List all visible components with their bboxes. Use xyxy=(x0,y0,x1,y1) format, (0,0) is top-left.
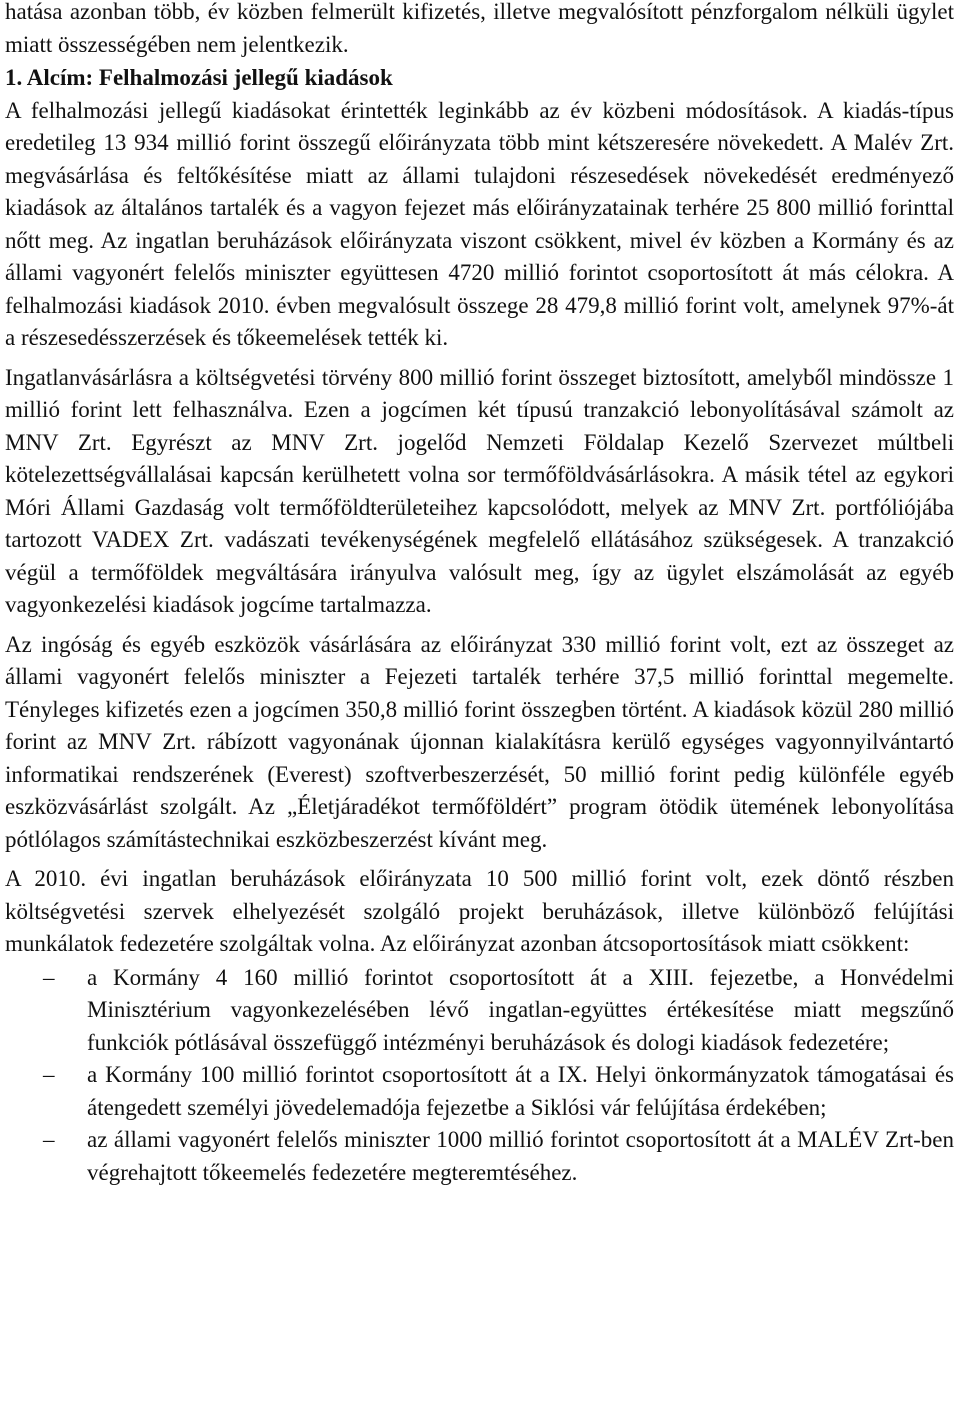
dash-bullet-icon: – xyxy=(43,1062,55,1087)
paragraph-capital-expenditures: A felhalmozási jellegű kiadásokat érintették leginkább az év közbeni módosítások. A kiadás-típus eredetileg 13 934 millió forint összegű előirányzata több mint kétszeresére növekedett. A Malév Zrt. megvásárlása és feltőkésítése miatt az állami tulajdoni részesedések növekedését eredményező kiadások az általános tartalék és a vagyon fejezet más előirányzatainak terhére 25 800 millió forinttal nőtt meg. Az ingatlan beruházások előirányzata viszont csökkent, mivel év közben a Kormány és az állami vagyonért felelős miniszter együttesen 4720 millió forintot csoportosított át más célokra. A felhalmozási kiadások 2010. évben megvalósult összege 28 479,8 millió forint volt, amelynek 97%-át a részesedésszerzések és tőkeemelések tették ki. xyxy=(5,97,954,350)
dash-bullet-icon: – xyxy=(43,964,55,990)
reallocation-list xyxy=(5,962,954,1190)
intro-paragraph: hatása azonban több, év közben felmerült kifizetés, illetve megvalósított pénzforgalom nélküli ügylet miatt összességében nem jelentkezik. xyxy=(5,0,954,57)
list-item xyxy=(5,962,954,1060)
paragraph-movable-assets: Az ingóság és egyéb eszközök vásárlására az előirányzat 330 millió forint volt, ezt az összeget az állami vagyonért felelős miniszter a Fejezeti tartalék terhére 37,5 millió forinttal megemelte. Tényleges kifizetés ezen a jogcímen 350,8 millió forint összegben történt. A kiadások közül 280 millió forint az MNV Zrt. rábízott vagyonának újonnan kialakításra kerülő egységes vagyonnyilvántartó informatikai rendszerének (Everest) szoftverbeszerzését, 50 millió forint pedig különféle egyéb eszközvásárlást szolgált. Az „Életjáradékot termőföldért” program ötödik ütemének lebonyolítása pótlólagos számítástechnikai eszközbeszerzést kívánt meg. xyxy=(5,631,954,852)
list-item-text: a Kormány 100 millió forintot csoportosított át a IX. Helyi önkormányzatok támogatásai és átengedett személyi jövedelemadója fejezetbe a Siklósi vár felújítása érdekében; xyxy=(87,1062,954,1120)
list-item xyxy=(5,1124,954,1189)
paragraph-real-estate-investments: A 2010. évi ingatlan beruházások előirányzata 10 500 millió forint volt, ezek döntő részben költségvetési szervek elhelyezését szolgáló projekt beruházások, illetve különböző felújítási munkálatok fedezetére szolgáltak volna. Az előirányzat azonban átcsoportosítások miatt csökkent: xyxy=(5,866,954,956)
list-item-text: a Kormány 4 160 millió forintot csoportosított át a XIII. fejezetbe, a Honvédelmi Minisztérium vagyonkezelésében lévő ingatlan-együttes értékesítése miatt megszűnő funkciók pótlásával összefüggő intézményi beruházások és dologi kiadások fedezetére; xyxy=(87,964,954,1055)
paragraph-real-estate-purchase: Ingatlanvásárlásra a költségvetési törvény 800 millió forint összeget biztosított, amelyből mindössze 1 millió forint lett felhasználva. Ezen a jogcímen két típusú tranzakció lebonyolításával számolt az MNV Zrt. Egyrészt az MNV Zrt. jogelőd Nemzeti Földalap Kezelő Szervezet múltbeli kötelezettségvállalásai kapcsán kerülhetett volna sor termőföldvásárlásokra. A másik tétel az egykori Móri Állami Gazdaság volt termőföldterületeihez kapcsolódott, melyek az MNV Zrt. portfóliójába tartozott VADEX Zrt. vadászati tevékenységének megfelelő ellátásához szükségesek. A tranzakció végül a termőföldek megváltására irányulva valósult meg, így az ügylet elszámolását az egyéb vagyonkezelési kiadások jogcíme tartalmazza. xyxy=(5,364,954,617)
section-heading: 1. Alcím: Felhalmozási jellegű kiadások xyxy=(5,65,393,90)
dash-bullet-icon: – xyxy=(43,1127,55,1152)
list-item-text: az állami vagyonért felelős miniszter 1000 millió forintot csoportosított át a MALÉV Zrt-ben végrehajtott tőkeemelés fedezetére megteremtéséhez. xyxy=(87,1127,954,1185)
list-item xyxy=(5,1059,954,1124)
